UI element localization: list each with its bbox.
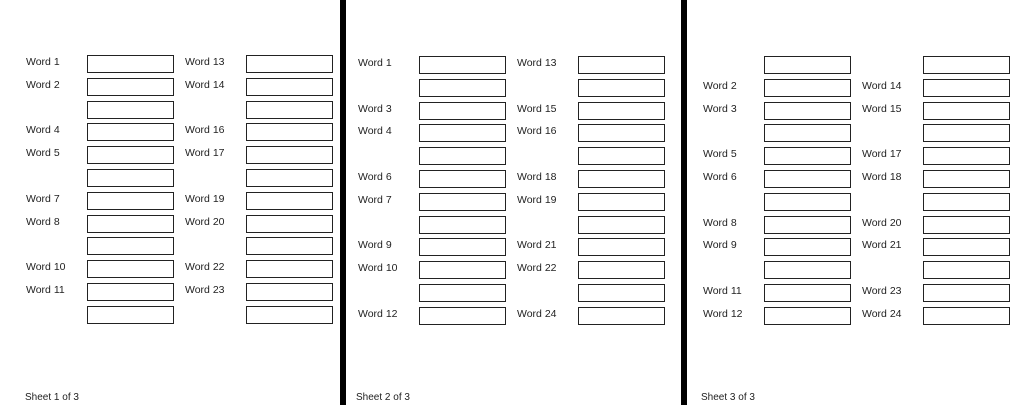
- word-label: Word 15: [862, 103, 902, 115]
- word-entry-box[interactable]: [764, 102, 851, 120]
- word-label: Word 21: [862, 239, 902, 251]
- word-entry-box[interactable]: [419, 79, 506, 97]
- word-label: Word 12: [358, 308, 398, 320]
- word-entry-box[interactable]: [246, 123, 333, 141]
- word-label: Word 10: [26, 261, 66, 273]
- word-label: Word 5: [703, 148, 737, 160]
- word-entry-box[interactable]: [419, 238, 506, 256]
- word-entry-box[interactable]: [923, 284, 1010, 302]
- word-entry-box[interactable]: [764, 307, 851, 325]
- word-entry-box[interactable]: [87, 55, 174, 73]
- word-entry-box[interactable]: [764, 170, 851, 188]
- word-label: Word 10: [358, 262, 398, 274]
- word-label: Word 5: [26, 147, 60, 159]
- word-entry-box[interactable]: [87, 260, 174, 278]
- word-entry-box[interactable]: [87, 283, 174, 301]
- word-label: Word 9: [703, 239, 737, 251]
- word-entry-box[interactable]: [764, 79, 851, 97]
- word-label: Word 20: [862, 217, 902, 229]
- word-label: Word 3: [358, 103, 392, 115]
- word-label: Word 1: [26, 56, 60, 68]
- word-entry-box[interactable]: [764, 193, 851, 211]
- word-entry-box[interactable]: [578, 79, 665, 97]
- sheet-footer: Sheet 2 of 3: [356, 392, 410, 403]
- word-entry-box[interactable]: [246, 192, 333, 210]
- word-entry-box[interactable]: [923, 261, 1010, 279]
- word-entry-box[interactable]: [764, 238, 851, 256]
- word-entry-box[interactable]: [246, 169, 333, 187]
- word-label: Word 22: [185, 261, 225, 273]
- word-entry-box[interactable]: [419, 284, 506, 302]
- word-label: Word 12: [703, 308, 743, 320]
- word-entry-box[interactable]: [578, 124, 665, 142]
- word-label: Word 16: [185, 124, 225, 136]
- word-entry-box[interactable]: [764, 284, 851, 302]
- word-label: Word 6: [358, 171, 392, 183]
- word-label: Word 16: [517, 125, 557, 137]
- word-entry-box[interactable]: [419, 102, 506, 120]
- word-label: Word 2: [26, 79, 60, 91]
- word-label: Word 11: [703, 285, 742, 297]
- word-entry-box[interactable]: [87, 101, 174, 119]
- word-entry-box[interactable]: [578, 216, 665, 234]
- word-label: Word 6: [703, 171, 737, 183]
- word-entry-box[interactable]: [87, 192, 174, 210]
- word-label: Word 8: [703, 217, 737, 229]
- word-entry-box[interactable]: [419, 170, 506, 188]
- word-label: Word 14: [862, 80, 902, 92]
- word-entry-box[interactable]: [923, 307, 1010, 325]
- word-entry-box[interactable]: [246, 101, 333, 119]
- word-label: Word 8: [26, 216, 60, 228]
- word-entry-box[interactable]: [87, 123, 174, 141]
- word-entry-box[interactable]: [578, 261, 665, 279]
- word-label: Word 7: [26, 193, 60, 205]
- word-label: Word 7: [358, 194, 392, 206]
- word-entry-box[interactable]: [764, 216, 851, 234]
- word-label: Word 1: [358, 57, 392, 69]
- word-label: Word 17: [862, 148, 902, 160]
- word-entry-box[interactable]: [246, 146, 333, 164]
- word-entry-box[interactable]: [923, 147, 1010, 165]
- word-label: Word 23: [185, 284, 225, 296]
- word-entry-box[interactable]: [578, 56, 665, 74]
- word-entry-box[interactable]: [87, 237, 174, 255]
- word-label: Word 24: [862, 308, 902, 320]
- word-entry-box[interactable]: [87, 78, 174, 96]
- word-label: Word 17: [185, 147, 225, 159]
- word-entry-box[interactable]: [578, 238, 665, 256]
- word-label: Word 22: [517, 262, 557, 274]
- word-label: Word 19: [517, 194, 557, 206]
- word-label: Word 19: [185, 193, 225, 205]
- sheet-1: [0, 0, 340, 405]
- word-entry-box[interactable]: [764, 56, 851, 74]
- word-entry-box[interactable]: [578, 147, 665, 165]
- word-entry-box[interactable]: [419, 147, 506, 165]
- word-entry-box[interactable]: [246, 237, 333, 255]
- word-label: Word 13: [517, 57, 557, 69]
- word-label: Word 14: [185, 79, 225, 91]
- word-entry-box[interactable]: [246, 306, 333, 324]
- sheet-3: [687, 0, 1024, 405]
- word-entry-box[interactable]: [87, 306, 174, 324]
- word-label: Word 11: [26, 284, 65, 296]
- word-entry-box[interactable]: [246, 260, 333, 278]
- word-entry-box[interactable]: [764, 147, 851, 165]
- word-entry-box[interactable]: [578, 102, 665, 120]
- word-label: Word 18: [862, 171, 902, 183]
- word-entry-box[interactable]: [578, 170, 665, 188]
- word-entry-box[interactable]: [923, 170, 1010, 188]
- word-entry-box[interactable]: [419, 216, 506, 234]
- word-entry-box[interactable]: [923, 238, 1010, 256]
- word-label: Word 4: [26, 124, 60, 136]
- word-label: Word 21: [517, 239, 557, 251]
- word-entry-box[interactable]: [923, 193, 1010, 211]
- word-label: Word 3: [703, 103, 737, 115]
- word-entry-box[interactable]: [578, 284, 665, 302]
- word-entry-box[interactable]: [578, 193, 665, 211]
- word-entry-box[interactable]: [87, 146, 174, 164]
- word-entry-box[interactable]: [923, 216, 1010, 234]
- word-label: Word 23: [862, 285, 902, 297]
- word-label: Word 20: [185, 216, 225, 228]
- word-label: Word 18: [517, 171, 557, 183]
- sheet-footer: Sheet 1 of 3: [25, 392, 79, 403]
- word-entry-box[interactable]: [246, 78, 333, 96]
- word-entry-box[interactable]: [923, 124, 1010, 142]
- word-entry-box[interactable]: [419, 56, 506, 74]
- word-entry-box[interactable]: [923, 79, 1010, 97]
- word-entry-box[interactable]: [419, 307, 506, 325]
- word-entry-box[interactable]: [764, 261, 851, 279]
- word-entry-box[interactable]: [246, 215, 333, 233]
- word-label: Word 2: [703, 80, 737, 92]
- word-entry-box[interactable]: [923, 102, 1010, 120]
- word-entry-box[interactable]: [419, 124, 506, 142]
- word-label: Word 9: [358, 239, 392, 251]
- word-label: Word 24: [517, 308, 557, 320]
- word-entry-box[interactable]: [419, 261, 506, 279]
- word-entry-box[interactable]: [87, 169, 174, 187]
- word-entry-box[interactable]: [246, 55, 333, 73]
- word-label: Word 13: [185, 56, 225, 68]
- word-entry-box[interactable]: [578, 307, 665, 325]
- word-entry-box[interactable]: [764, 124, 851, 142]
- word-label: Word 4: [358, 125, 392, 137]
- word-entry-box[interactable]: [246, 283, 333, 301]
- sheet-2: [346, 0, 680, 405]
- word-entry-box[interactable]: [419, 193, 506, 211]
- sheet-footer: Sheet 3 of 3: [701, 392, 755, 403]
- word-label: Word 15: [517, 103, 557, 115]
- word-entry-box[interactable]: [87, 215, 174, 233]
- word-entry-box[interactable]: [923, 56, 1010, 74]
